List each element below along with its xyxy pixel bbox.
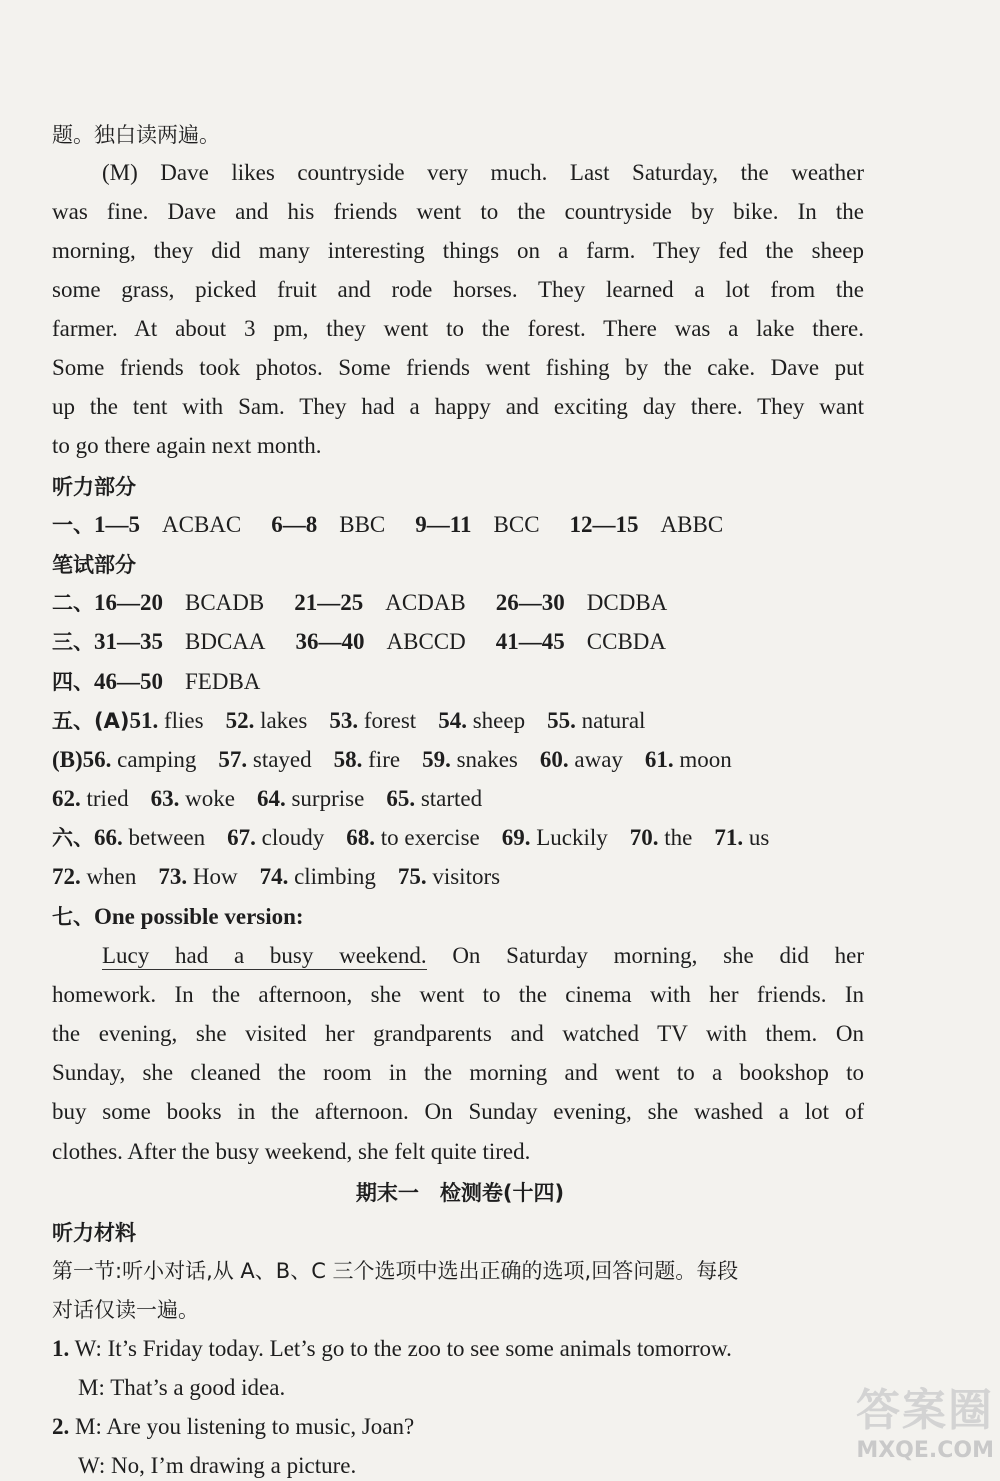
- answer-word: the: [664, 825, 693, 850]
- dialog-line: [52, 1334, 732, 1364]
- item-number: 58.: [333, 747, 363, 772]
- answer-word: forest: [363, 708, 417, 733]
- speaker: M:: [75, 1414, 102, 1439]
- section-5a-answers: [52, 706, 645, 736]
- materials-title: 听力材料: [52, 1221, 136, 1245]
- speaker: W:: [74, 1336, 102, 1361]
- section1-instruction-cont: 对话仅读一遍。: [52, 1298, 199, 1322]
- answer-word: to exercise: [380, 825, 480, 850]
- item-number: 56.: [82, 747, 112, 772]
- speaker: M:: [78, 1375, 105, 1400]
- item-number: 70.: [629, 825, 659, 850]
- answer-word: surprise: [291, 786, 365, 811]
- item-number: 68.: [346, 825, 375, 850]
- dialog-number: 1.: [52, 1336, 70, 1361]
- answer-key: BBC: [339, 512, 386, 537]
- answer-key: CCBDA: [586, 629, 667, 654]
- answer-range: 41—45: [495, 629, 565, 654]
- answer-word: lakes: [260, 708, 308, 733]
- answer-key: BCADB: [185, 590, 265, 615]
- item-number: 57.: [218, 747, 248, 772]
- item-number: 69.: [501, 825, 531, 850]
- answer-word: cloudy: [261, 825, 325, 850]
- watermark: [856, 1374, 994, 1463]
- monologue-line: farmer. At about 3 pm, they went to the forest. There was a lake there.: [52, 316, 864, 341]
- monologue-line: up the tent with Sam. They had a happy and exciting day there. They want: [52, 394, 864, 419]
- monologue-line: to go there again next month.: [52, 433, 322, 458]
- section-7-label: One possible version:: [94, 904, 304, 929]
- section-number: 五、(A): [52, 709, 130, 733]
- dialog-line: [52, 1412, 414, 1442]
- essay-first-sentence: Lucy had a busy weekend.: [102, 943, 427, 968]
- monologue-line: was fine. Dave and his friends went to the countryside by bike. In the: [52, 199, 864, 224]
- answer-range: 31—35: [94, 629, 163, 654]
- item-number: 51.: [129, 708, 159, 733]
- listening-answers: [52, 510, 723, 540]
- answer-word: stayed: [252, 747, 312, 772]
- answer-range: 1—5: [94, 512, 140, 537]
- answer-key: FEDBA: [185, 669, 261, 694]
- item-number: 53.: [329, 708, 359, 733]
- section-number: 六、: [52, 826, 94, 850]
- answer-range: 36—40: [295, 629, 365, 654]
- answer-key: DCDBA: [586, 590, 668, 615]
- item-number: 59.: [422, 747, 451, 772]
- answer-word: moon: [679, 747, 732, 772]
- dialog-text: No, I’m drawing a picture.: [111, 1453, 357, 1478]
- item-number: 73.: [158, 864, 188, 889]
- listening-section-title: 听力部分: [52, 475, 136, 499]
- answer-key: ACDAB: [385, 590, 466, 615]
- monologue-line: (M) Dave likes countryside very much. Last Saturday, the weather: [102, 160, 864, 185]
- answer-range: 12—15: [569, 512, 639, 537]
- answer-word: away: [574, 747, 623, 772]
- answer-key: ACBAC: [162, 512, 242, 537]
- test-title: 期末一 检测卷(十四): [355, 1181, 565, 1205]
- item-number: 62.: [52, 786, 81, 811]
- essay-line: clothes. After the busy weekend, she felt quite tired.: [52, 1139, 531, 1164]
- answer-word: flies: [163, 708, 204, 733]
- item-number: 64.: [256, 786, 286, 811]
- dialog-text: That’s a good idea.: [110, 1375, 286, 1400]
- dialog-line: [78, 1373, 285, 1403]
- answer-word: natural: [581, 708, 646, 733]
- answer-range: 9—11: [415, 512, 472, 537]
- answer-word: camping: [117, 747, 197, 772]
- answer-word: Luckily: [536, 825, 608, 850]
- item-number: 52.: [225, 708, 255, 733]
- dialog-text: Are you listening to music, Joan?: [106, 1414, 415, 1439]
- answer-word: woke: [185, 786, 235, 811]
- section-number: 二、: [52, 591, 94, 615]
- section-number: 三、: [52, 630, 94, 654]
- monologue-line: some grass, picked fruit and rode horses. They learned a lot from the: [52, 277, 864, 302]
- answer-range: 21—25: [294, 590, 364, 615]
- answer-key: BCC: [493, 512, 540, 537]
- dialog-text: It’s Friday today. Let’s go to the zoo to see some animals tomorrow.: [107, 1336, 732, 1361]
- answer-word: started: [420, 786, 483, 811]
- section-7-heading: [52, 902, 304, 932]
- section-number: 七、: [52, 905, 94, 929]
- item-number: 55.: [547, 708, 576, 733]
- essay-line: the evening, she visited her grandparents and watched TV with them. On: [52, 1021, 864, 1046]
- essay-first-line: [52, 941, 864, 971]
- monologue-line: morning, they did many interesting things on a farm. They fed the sheep: [52, 238, 864, 263]
- section-6-answers-cont: [52, 862, 500, 892]
- answer-key: ABCCD: [386, 629, 466, 654]
- essay-line: Sunday, she cleaned the room in the morning and went to a bookshop to: [52, 1060, 864, 1085]
- answer-word: us: [748, 825, 770, 850]
- answer-word: fire: [368, 747, 401, 772]
- item-number: 75.: [397, 864, 427, 889]
- answer-word: visitors: [432, 864, 501, 889]
- answer-key: ABBC: [660, 512, 724, 537]
- answer-range: 46—50: [94, 669, 163, 694]
- item-number: 67.: [227, 825, 256, 850]
- speaker: W:: [78, 1453, 106, 1478]
- item-number: 54.: [438, 708, 467, 733]
- item-number: 72.: [52, 864, 81, 889]
- item-number: 60.: [539, 747, 569, 772]
- written-section-title: 笔试部分: [52, 553, 136, 577]
- section1-instruction: 第一节:听小对话,从 A、B、C 三个选项中选出正确的选项,回答问题。每段: [52, 1259, 739, 1283]
- top-heading: 题。独白读两遍。: [52, 123, 220, 147]
- watermark-logo-text: 答案圈: [856, 1385, 994, 1436]
- monologue-line: Some friends took photos. Some friends went fishing by the cake. Dave put: [52, 355, 864, 380]
- answer-range: 16—20: [94, 590, 163, 615]
- section-5b-answers: [52, 745, 732, 775]
- answer-word: snakes: [456, 747, 518, 772]
- item-number: 66.: [94, 825, 123, 850]
- section-5b-answers-cont: [52, 784, 482, 814]
- answer-word: tried: [86, 786, 129, 811]
- answer-word: How: [192, 864, 238, 889]
- answer-word: when: [86, 864, 137, 889]
- answer-range: 6—8: [271, 512, 318, 537]
- section-number: 一、: [52, 513, 94, 537]
- dialog-line: [78, 1451, 356, 1481]
- essay-line-rest: On Saturday morning, she did her: [426, 943, 864, 968]
- item-number: 65.: [386, 786, 416, 811]
- item-number: 71.: [714, 825, 744, 850]
- answer-range: 26—30: [495, 590, 565, 615]
- section-4-answers: [52, 667, 260, 697]
- section-2-answers: [52, 588, 667, 618]
- item-number: 74.: [259, 864, 289, 889]
- item-number: 63.: [150, 786, 180, 811]
- dialog-number: 2.: [52, 1414, 70, 1439]
- item-number: 61.: [644, 747, 674, 772]
- essay-line: homework. In the afternoon, she went to the cinema with her friends. In: [52, 982, 864, 1007]
- answer-word: sheep: [472, 708, 526, 733]
- essay-line: buy some books in the afternoon. On Sunday evening, she washed a lot of: [52, 1099, 864, 1124]
- answer-word: between: [128, 825, 206, 850]
- section-number: 四、: [52, 670, 94, 694]
- answer-word: climbing: [294, 864, 376, 889]
- section-3-answers: [52, 627, 666, 657]
- answer-key: BDCAA: [185, 629, 266, 654]
- part-label: (B): [52, 747, 83, 772]
- watermark-url: MXQE.COM: [856, 1438, 994, 1463]
- section-6-answers: [52, 823, 769, 853]
